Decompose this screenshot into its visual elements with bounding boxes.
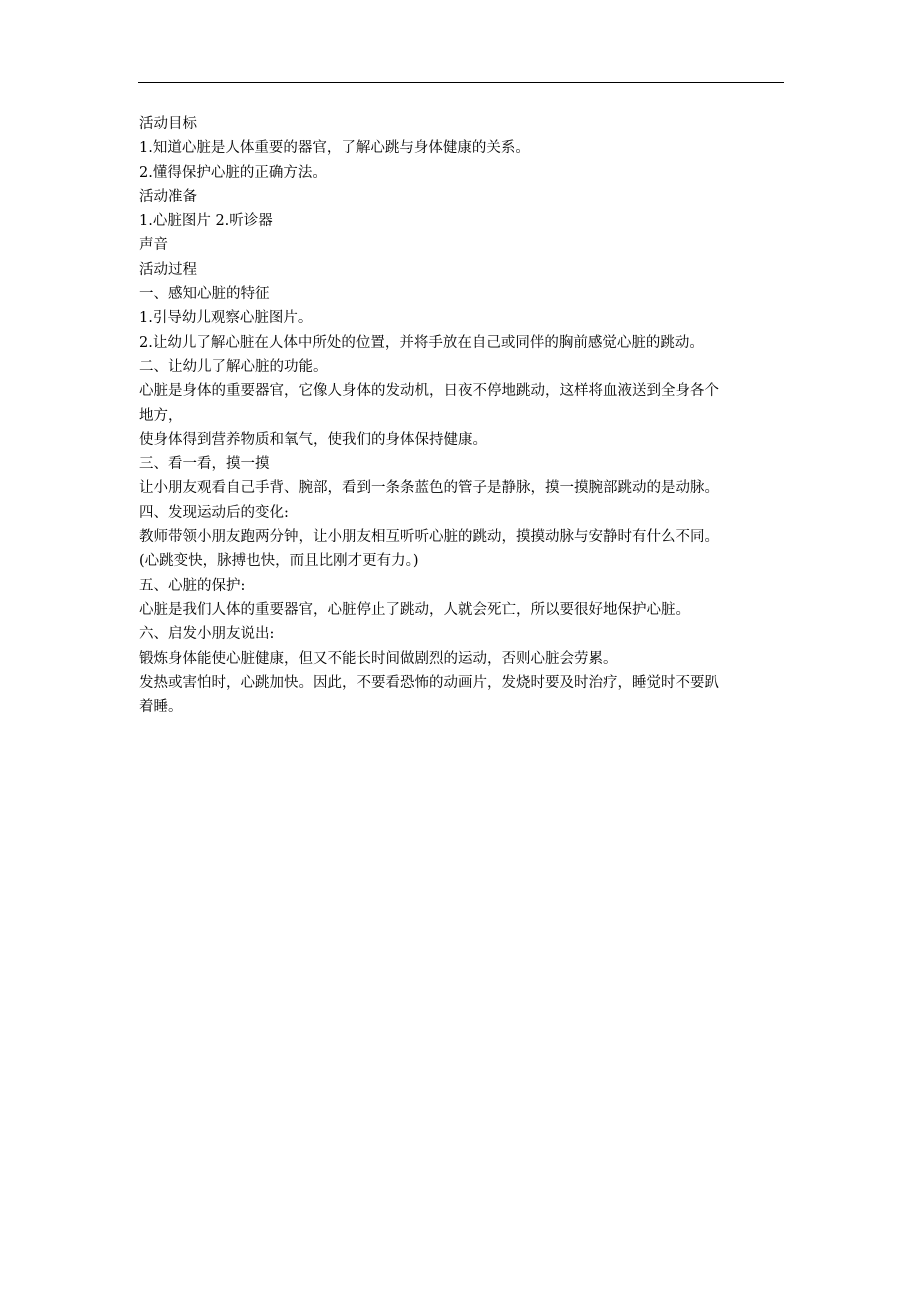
section-heading: 五、心脏的保护: bbox=[139, 577, 246, 594]
section-heading: 一、感知心脏的特征 bbox=[139, 286, 270, 303]
text-line: 教师带领小朋友跑两分钟，让小朋友相互听听心脏的跳动，摸摸动脉与安静时有什么不同。 bbox=[139, 529, 719, 546]
heading-activity-preparation: 活动准备 bbox=[139, 188, 197, 205]
text-line: 1.心脏图片 2.听诊器 bbox=[139, 213, 273, 230]
section-heading: 二、让幼儿了解心脏的功能。 bbox=[139, 358, 328, 375]
text-line: 让小朋友观看自己手背、腕部，看到一条条蓝色的管子是静脉，摸一摸腕部跳动的是动脉。 bbox=[139, 480, 719, 497]
text-line: 发热或害怕时，心跳加快。因此，不要看恐怖的动画片，发烧时要及时治疗，睡觉时不要趴 bbox=[139, 674, 719, 691]
text-line: 地方， bbox=[139, 407, 183, 424]
text-line: (心跳变快，脉搏也快，而且比刚才更有力。) bbox=[139, 553, 419, 570]
text-line: 2.让幼儿了解心脏在人体中所处的位置，并将手放在自己或同伴的胸前感觉心脏的跳动。 bbox=[139, 334, 704, 351]
text-line: 着睡。 bbox=[139, 699, 183, 716]
header-rule bbox=[138, 82, 784, 83]
text-line: 2.懂得保护心脏的正确方法。 bbox=[139, 164, 327, 181]
heading-activity-goals: 活动目标 bbox=[139, 116, 197, 132]
document-body bbox=[139, 112, 787, 719]
text-line: 使身体得到营养物质和氧气，使我们的身体保持健康。 bbox=[139, 431, 487, 448]
text-line: 锻炼身体能使心脏健康，但又不能长时间做剧烈的运动，否则心脏会劳累。 bbox=[139, 650, 618, 667]
text-line: 心脏是我们人体的重要器官，心脏停止了跳动，人就会死亡，所以要很好地保护心脏。 bbox=[139, 601, 690, 618]
text-line: 1.引导幼儿观察心脏图片。 bbox=[139, 310, 313, 327]
text-line: 心脏是身体的重要器官，它像人身体的发动机，日夜不停地跳动，这样将血液送到全身各个 bbox=[139, 383, 719, 400]
text-line: 1.知道心脏是人体重要的器官，了解心跳与身体健康的关系。 bbox=[139, 140, 530, 157]
section-heading: 四、发现运动后的变化: bbox=[139, 504, 289, 521]
section-heading: 六、启发小朋友说出: bbox=[139, 626, 275, 643]
section-heading: 三、看一看，摸一摸 bbox=[139, 456, 270, 473]
text-line: 声音 bbox=[139, 237, 168, 254]
heading-activity-process: 活动过程 bbox=[139, 261, 197, 278]
